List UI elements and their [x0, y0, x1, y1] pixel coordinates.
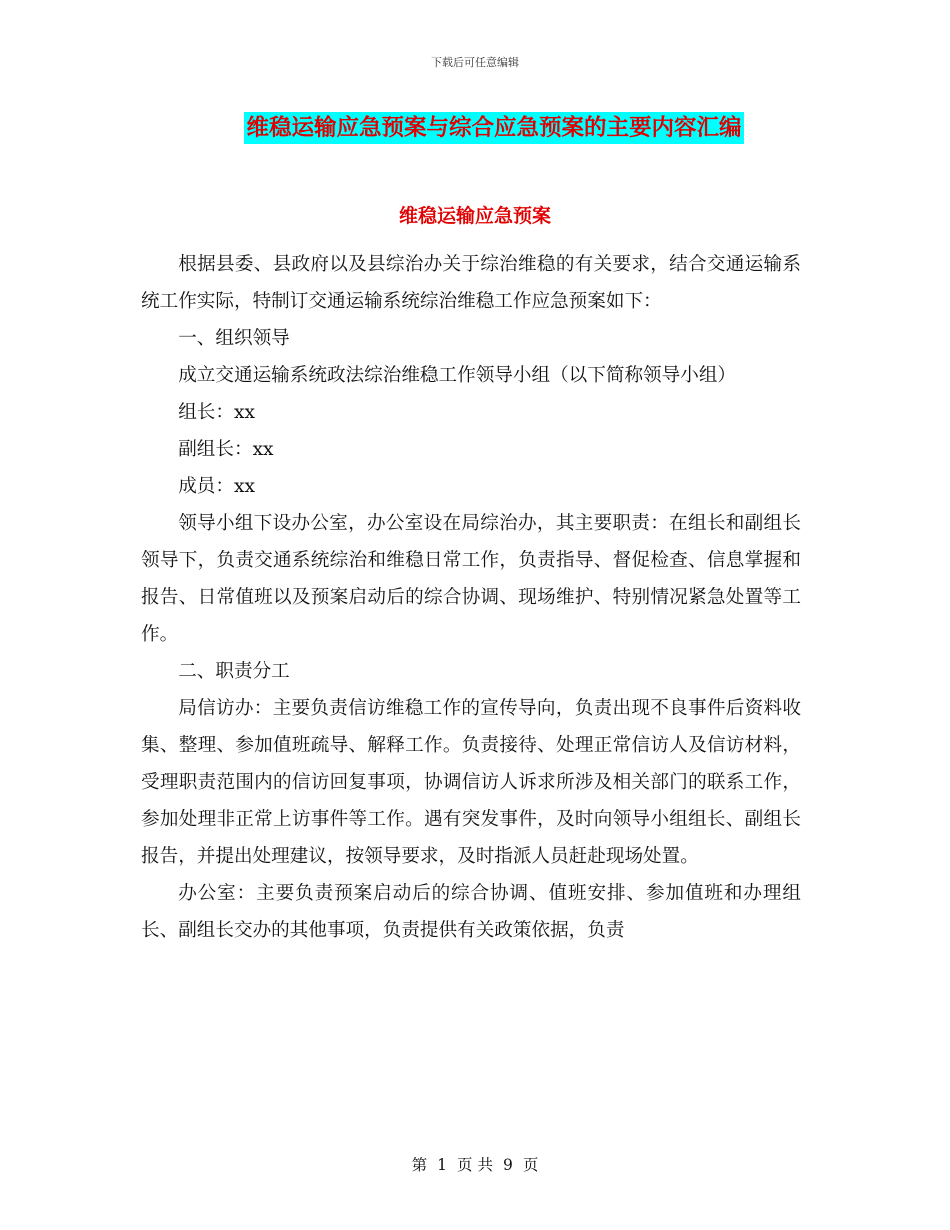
footer-middle: 页 共: [457, 1156, 493, 1174]
list-item: 成员：xx: [178, 476, 255, 497]
document-title: [0, 112, 950, 144]
footer-prefix: 第: [411, 1156, 428, 1174]
page-footer: [0, 1153, 950, 1175]
footer-suffix: 页: [522, 1156, 539, 1174]
document-body: [141, 246, 801, 949]
paragraph: 领导小组下设办公室，办公室设在局综治办，其主要职责：在组长和副组长领导下，负责交通系统综治和维稳日常工作，负责指导、督促检查、信息掌握和报告、日常值班以及预案启动后的综合协调、现场维护、特别情况紧急处置等工作。: [141, 513, 801, 645]
paragraph: 局信访办：主要负责信访维稳工作的宣传导向，负责出现不良事件后资料收集、整理、参加值班疏导、解释工作。负责接待、处理正常信访人及信访材料，受理职责范围内的信访回复事项，协调信访人诉求所涉及相关部门的联系工作，参加处理非正常上访事件等工作。遇有突发事件，及时向领导小组组长、副组长报告，并提出处理建议，按领导要求，及时指派人员赶赴现场处置。: [141, 698, 801, 867]
section-heading: 二、职责分工: [178, 661, 290, 682]
page-number: 1: [437, 1156, 448, 1174]
paragraph: 办公室：主要负责预案启动后的综合协调、值班安排、参加值班和办理组长、副组长交办的其他事项，负责提供有关政策依据，负责: [141, 883, 801, 941]
paragraph: 根据县委、县政府以及县综治办关于综治维稳的有关要求，结合交通运输系统工作实际，特制订交通运输系统综治维稳工作应急预案如下：: [141, 254, 801, 312]
section-title: 维稳运输应急预案: [398, 205, 551, 227]
list-item: 组长：xx: [178, 402, 255, 423]
paragraph: 成立交通运输系统政法综治维稳工作领导小组（以下简称领导小组）: [178, 365, 737, 386]
document-title-text: 维稳运输应急预案与综合应急预案的主要内容汇编: [244, 112, 743, 144]
section-heading: 一、组织领导: [178, 328, 290, 349]
header-note: 下载后可任意编辑: [431, 56, 519, 69]
page-total: 9: [502, 1156, 513, 1174]
list-item: 副组长：xx: [178, 439, 274, 460]
